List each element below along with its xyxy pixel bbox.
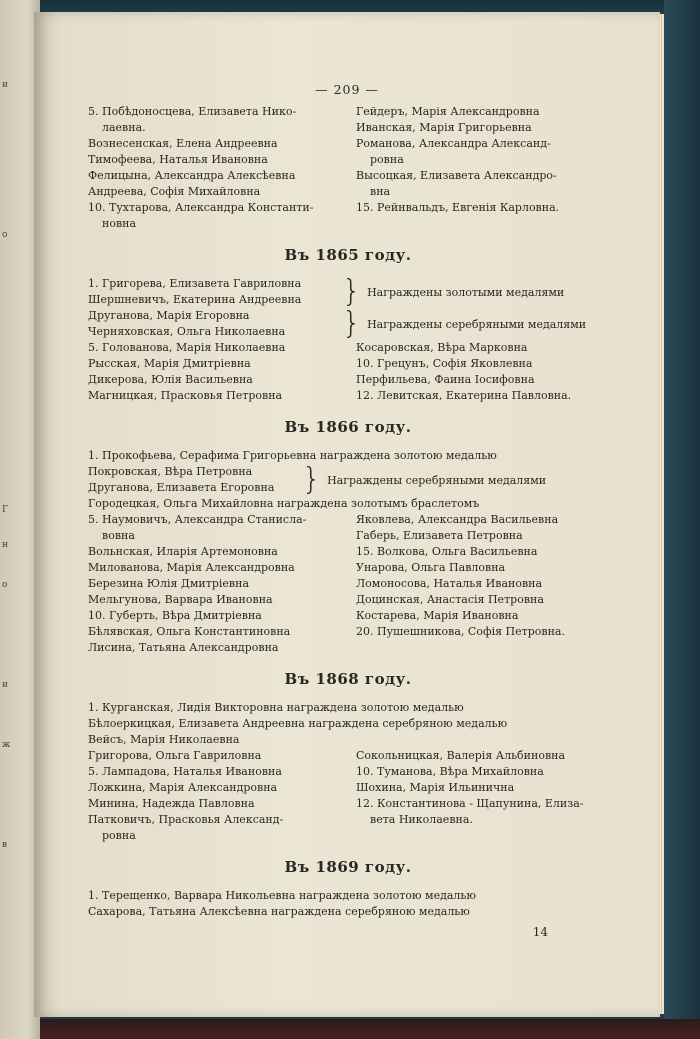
right-column bbox=[356, 104, 608, 232]
left-page-fragment: и bbox=[2, 80, 8, 90]
list-item: Тимофеева, Наталья Ивановна bbox=[88, 153, 268, 166]
list-item: Шершневичъ, Екатерина Андреевна bbox=[88, 293, 302, 306]
list-item: Вольнская, Иларія Артемоновна bbox=[88, 545, 278, 558]
list-item: Магницкая, Прасковья Петровна bbox=[88, 389, 283, 402]
right-column bbox=[356, 340, 608, 404]
brace-mark: } bbox=[302, 462, 322, 497]
award-note: Награждены серебряными медалями bbox=[367, 317, 587, 331]
left-page-fragment: о bbox=[2, 230, 8, 240]
brace-mark: } bbox=[342, 306, 362, 341]
list-item: Сокольницкая, Валерія Альбиновна bbox=[356, 749, 566, 762]
list-item: 10. Туманова, Вѣра Михайловна bbox=[356, 765, 544, 778]
list-item: Городецкая, Ольга Михайловна награждена золотымъ браслетомъ bbox=[88, 497, 480, 510]
list-item: Косаровская, Вѣра Марковна bbox=[356, 341, 528, 354]
brace-mark: } bbox=[342, 274, 362, 309]
list-item: 1. Курганская, Лидія Викторовна награждена золотою медалью bbox=[88, 701, 464, 714]
list-item: Мельгунова, Варвара Ивановна bbox=[88, 593, 273, 606]
list-item: Милованова, Марія Александровна bbox=[88, 561, 295, 574]
list-item: Иванская, Марія Григорьевна bbox=[356, 121, 532, 134]
list-item: 5. Наумовичъ, Александра Станисла- bbox=[88, 513, 307, 526]
list-item: Патковичъ, Прасковья Александ- bbox=[88, 813, 284, 826]
list-item: Григорова, Ольга Гавриловна bbox=[88, 749, 262, 762]
list-item: 12. Константинова - Щапунина, Елиза- bbox=[356, 797, 584, 810]
right-column bbox=[356, 512, 608, 656]
list-item: 1. Терещенко, Варвара Никольевна награждена золотою медалью bbox=[88, 889, 476, 902]
list-item: 1. Григорева, Елизавета Гавриловна bbox=[88, 277, 302, 290]
silver-medal-group bbox=[88, 308, 608, 340]
list-item: Друганова, Елизавета Егоровна bbox=[88, 481, 275, 494]
list-item: Габерь, Елизавета Петровна bbox=[356, 529, 523, 542]
section-heading-1865: Въ 1865 году. bbox=[284, 246, 412, 264]
left-column bbox=[88, 340, 340, 404]
silver-medal-group bbox=[88, 464, 608, 496]
gold-medal-group bbox=[88, 276, 608, 308]
list-item: Фелицына, Александра Алексѣевна bbox=[88, 169, 296, 182]
page-number: — 209 — bbox=[315, 82, 379, 97]
list-item: Яковлева, Александра Васильевна bbox=[356, 513, 559, 526]
award-note: Награждены серебряными медалями bbox=[327, 473, 547, 487]
list-item: вета Николаевна. bbox=[370, 813, 473, 826]
left-column bbox=[88, 732, 340, 844]
left-page-fragment: о bbox=[2, 580, 8, 590]
list-item: Бѣлоеркицкая, Елизавета Андреевна награждена серебряною медалью bbox=[88, 717, 508, 730]
list-block-1865-prev bbox=[88, 104, 608, 232]
list-item: 15. Волкова, Ольга Васильевна bbox=[356, 545, 538, 558]
left-column bbox=[88, 104, 340, 232]
list-item: Покровская, Вѣра Петровна bbox=[88, 465, 253, 478]
list-item: вовна bbox=[102, 529, 135, 542]
list-item: 15. Рейнвальдъ, Евгенія Карловна. bbox=[356, 201, 560, 214]
list-item: Минина, Надежда Павловна bbox=[88, 797, 255, 810]
list-item: Вознесенская, Елена Андреевна bbox=[88, 137, 278, 150]
section-heading-1868: Въ 1868 году. bbox=[284, 670, 412, 688]
list-item: Доцинская, Анастасія Петровна bbox=[356, 593, 544, 606]
list-item: Лисина, Татьяна Александровна bbox=[88, 641, 279, 654]
list-item: 5. Лампадова, Наталья Ивановна bbox=[88, 765, 282, 778]
list-item: 10. Тухтарова, Александра Константи- bbox=[88, 201, 314, 214]
list-item: ровна bbox=[370, 153, 404, 166]
page-body bbox=[88, 104, 608, 920]
list-item: Романова, Александра Александ- bbox=[356, 137, 551, 150]
left-page-fragment: ж bbox=[2, 740, 11, 750]
list-item: Дикерова, Юлія Васильевна bbox=[88, 373, 253, 386]
list-item: 10. Грецунъ, Софія Яковлевна bbox=[356, 357, 533, 370]
list-block-1866 bbox=[88, 512, 608, 656]
list-item: ровна bbox=[102, 829, 136, 842]
book-cover-bottom bbox=[0, 1019, 700, 1039]
list-item: Костарева, Марія Ивановна bbox=[356, 609, 519, 622]
list-item: Ложкина, Марія Александровна bbox=[88, 781, 278, 794]
list-item: Черняховская, Ольга Николаевна bbox=[88, 325, 286, 338]
list-item: Бѣлявская, Ольга Константиновна bbox=[88, 625, 291, 638]
list-item: 5. Голованова, Марія Николаевна bbox=[88, 341, 286, 354]
list-item: новна bbox=[102, 217, 137, 230]
list-item: 10. Губерть, Вѣра Дмитріевна bbox=[88, 609, 262, 622]
list-item: Шохина, Марія Ильинична bbox=[356, 781, 515, 794]
list-item: Березина Юлія Дмитріевна bbox=[88, 577, 249, 590]
left-page-fragment: Г bbox=[2, 505, 8, 515]
list-item: Вейсъ, Марія Николаевна bbox=[88, 733, 240, 746]
left-page-fragment: и bbox=[2, 680, 8, 690]
list-item: Ломоносова, Наталья Ивановна bbox=[356, 577, 543, 590]
list-item: вна bbox=[370, 185, 391, 198]
list-item: лаевна. bbox=[102, 121, 146, 134]
award-note: Награждены золотыми медалями bbox=[367, 285, 565, 299]
right-column bbox=[356, 732, 608, 844]
book-cover-right bbox=[664, 0, 700, 1039]
list-block-1865 bbox=[88, 340, 608, 404]
list-item: Перфильева, Фаина Іосифовна bbox=[356, 373, 535, 386]
list-item: Высоцкая, Елизавета Александро- bbox=[356, 169, 557, 182]
list-item: 5. Побѣдоносцева, Елизавета Нико- bbox=[88, 105, 297, 118]
left-page-fragment: н bbox=[2, 540, 8, 550]
list-item: Андреева, Софія Михайловна bbox=[88, 185, 261, 198]
list-item: Унарова, Ольга Павловна bbox=[356, 561, 506, 574]
list-item: Рысская, Марія Дмитріевна bbox=[88, 357, 251, 370]
left-column bbox=[88, 512, 340, 656]
list-item: 20. Пушешникова, Софія Петровна. bbox=[356, 625, 565, 638]
document-page bbox=[34, 12, 660, 1017]
list-item: Сахарова, Татьяна Алексѣевна награждена серебряною медалью bbox=[88, 905, 470, 918]
left-page-fragment: в bbox=[2, 840, 8, 850]
list-item: Друганова, Марія Егоровна bbox=[88, 309, 250, 322]
signature-mark: 14 bbox=[532, 925, 548, 939]
list-item: Гейдеръ, Марія Александровна bbox=[356, 105, 540, 118]
section-heading-1869: Въ 1869 году. bbox=[284, 858, 412, 876]
list-block-1868 bbox=[88, 732, 608, 844]
section-heading-1866: Въ 1866 году. bbox=[284, 418, 412, 436]
list-item: 1. Прокофьева, Серафима Григорьевна награждена золотою медалью bbox=[88, 449, 497, 462]
list-item: 12. Левитская, Екатерина Павловна. bbox=[356, 389, 572, 402]
